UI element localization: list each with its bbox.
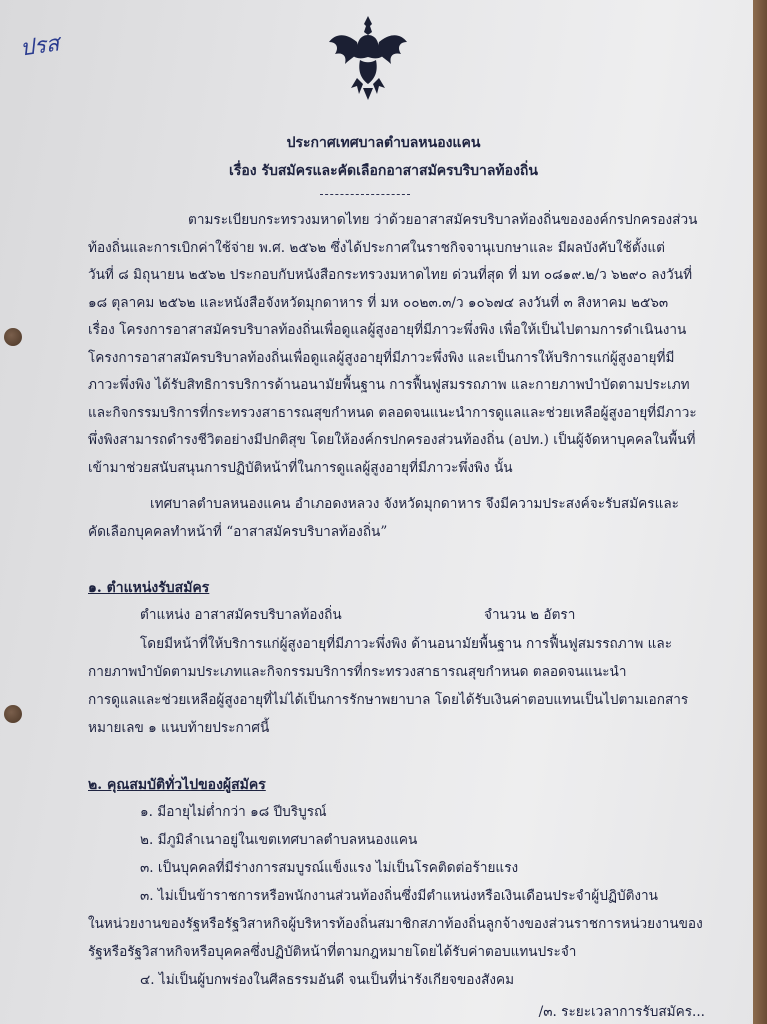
section-heading: ๑. ตำแหน่งรับสมัคร bbox=[88, 580, 210, 596]
qualification-item: ๓. เป็นบุคคลที่มีร่างการสมบูรณ์แข็งแรง ไม่เป็นโรคติดต่อร้ายแรง bbox=[140, 860, 519, 876]
duty-line: โดยมีหน้าที่ให้บริการแก่ผู้สูงอายุที่มีภาวะพึ่งพิง ด้านอนามัยพื้นฐาน การฟื้นฟูสมรรถภาพ และ bbox=[140, 636, 673, 652]
duty-line: กายภาพบำบัดตามประเภทและกิจกรรมบริการที่กระทรวงสาธารณสุขกำหนด ตลอดจนแนะนำ bbox=[88, 664, 627, 680]
qualification-item: ๓. ไม่เป็นข้าราชการหรือพนักงานส่วนท้องถิ่นซึ่งมีตำแหน่งหรือเงินเดือนประจำผู้ปฏิบัติงาน bbox=[140, 888, 658, 904]
garuda-emblem-icon bbox=[327, 12, 409, 102]
qualification-item-continuation: ในหน่วยงานของรัฐหรือรัฐวิสาหกิจผู้บริหารท้องถิ่นสมาชิกสภาท้องถิ่นลูกจ้างของส่วนราชการหน่วยงานของ bbox=[88, 916, 703, 932]
punch-hole bbox=[4, 705, 22, 723]
section-heading: ๒. คุณสมบัติทั่วไปของผู้สมัคร bbox=[88, 777, 266, 793]
paragraph-line: เทศบาลตำบลหนองแคน อำเภอดงหลวง จังหวัดมุกดาหาร จึงมีความประสงค์จะรับสมัครและ bbox=[150, 496, 679, 512]
duty-line: การดูแลและช่วยเหลือผู้สูงอายุที่ไม่ได้เป็นการรักษาพยาบาล โดยได้รับเงินค่าตอบแทนเป็นไปตามเอกสาร bbox=[88, 692, 689, 708]
paragraph-line: เข้ามาช่วยสนับสนุนการปฏิบัติหน้าที่ในการดูแลผู้สูงอายุที่มีภาวะพึ่งพิง นั้น bbox=[88, 460, 513, 476]
next-page-reference: /๓. ระยะเวลาการรับสมัคร... bbox=[538, 1004, 705, 1020]
qualification-item-continuation: รัฐหรือรัฐวิสาหกิจหรือบุคคลซึ่งปฏิบัติหน้าที่ตามกฎหมายโดยได้รับค่าตอบแทนประจำ bbox=[88, 944, 577, 960]
document-subject: เรื่อง รับสมัครและคัดเลือกอาสาสมัครบริบาลท้องถิ่น bbox=[229, 163, 538, 179]
paragraph-line: พึ่งพิงสามารถดำรงชีวิตอย่างมีปกติสุข โดยให้องค์กรปกครองส่วนท้องถิ่น (อปท.) เป็นผู้จัดหาบุคคลในพื้นที่ bbox=[88, 432, 696, 448]
paragraph-line: ท้องถิ่นและการเบิกค่าใช้จ่าย พ.ศ. ๒๕๖๒ ซึ่งได้ประกาศในราชกิจจานุเบกษาและ มีผลบังคับใช้ตั้งแต่ bbox=[88, 240, 665, 256]
paragraph-line: คัดเลือกบุคคลทำหน้าที่ “อาสาสมัครบริบาลท้องถิ่น” bbox=[88, 524, 388, 540]
paragraph-line: โครงการอาสาสมัครบริบาลท้องถิ่นเพื่อดูแลผู้สูงอายุที่มีภาวะพึ่งพิง และเป็นการให้บริการแก่ผู้สูงอายุที่มี bbox=[88, 350, 675, 366]
handwritten-note: ปรส bbox=[18, 31, 61, 62]
paragraph-line: ภาวะพึ่งพิง ได้รับสิทธิการบริการด้านอนามัยพื้นฐาน การฟื้นฟูสมรรถภาพ และกายภาพบำบัดตามประเภท bbox=[88, 377, 690, 393]
paragraph-line: ตามระเบียบกระทรวงมหาดไทย ว่าด้วยอาสาสมัครบริบาลท้องถิ่นขององค์กรปกครองส่วน bbox=[188, 212, 698, 228]
qualification-item: ๔. ไม่เป็นผู้บกพร่องในศีลธรรมอันดี จนเป็นที่น่ารังเกียจของสังคม bbox=[140, 972, 515, 988]
qualification-item: ๑. มีอายุไม่ต่ำกว่า ๑๘ ปีบริบูรณ์ bbox=[140, 804, 327, 820]
duty-line: หมายเลข ๑ แนบท้ายประกาศนี้ bbox=[88, 720, 270, 736]
position-quota: จำนวน ๒ อัตรา bbox=[484, 607, 576, 623]
position-label: ตำแหน่ง อาสาสมัครบริบาลท้องถิ่น bbox=[140, 607, 342, 623]
punch-hole bbox=[4, 328, 22, 346]
paragraph-line: เรื่อง โครงการอาสาสมัครบริบาลท้องถิ่นเพื่อดูแลผู้สูงอายุที่มีภาวะพึ่งพิง เพื่อให้เป็นไปตามการดำเนินงาน bbox=[88, 322, 687, 338]
title-divider bbox=[320, 194, 410, 195]
paragraph-line: วันที่ ๘ มิถุนายน ๒๕๖๒ ประกอบกับหนังสือกระทรวงมหาดไทย ด่วนที่สุด ที่ มท ๐๘๑๙.๒/ว ๖๒๙๐ ลงวันที่ bbox=[88, 267, 693, 283]
paragraph-line: และกิจกรรมบริการที่กระทรวงสาธารณสุขกำหนด ตลอดจนแนะนำการดูแลและช่วยเหลือผู้สูงอายุที่มีภาวะ bbox=[88, 405, 697, 421]
paragraph-line: ๑๘ ตุลาคม ๒๕๖๒ และหนังสือจังหวัดมุกดาหาร ที่ มห ๐๐๒๓.๓/ว ๑๐๖๗๔ ลงวันที่ ๓ สิงหาคม ๒๕๖๓ bbox=[88, 295, 669, 311]
document-title: ประกาศเทศบาลตำบลหนองแคน bbox=[286, 135, 481, 151]
qualification-item: ๒. มีภูมิลำเนาอยู่ในเขตเทศบาลตำบลหนองแคน bbox=[140, 832, 418, 848]
